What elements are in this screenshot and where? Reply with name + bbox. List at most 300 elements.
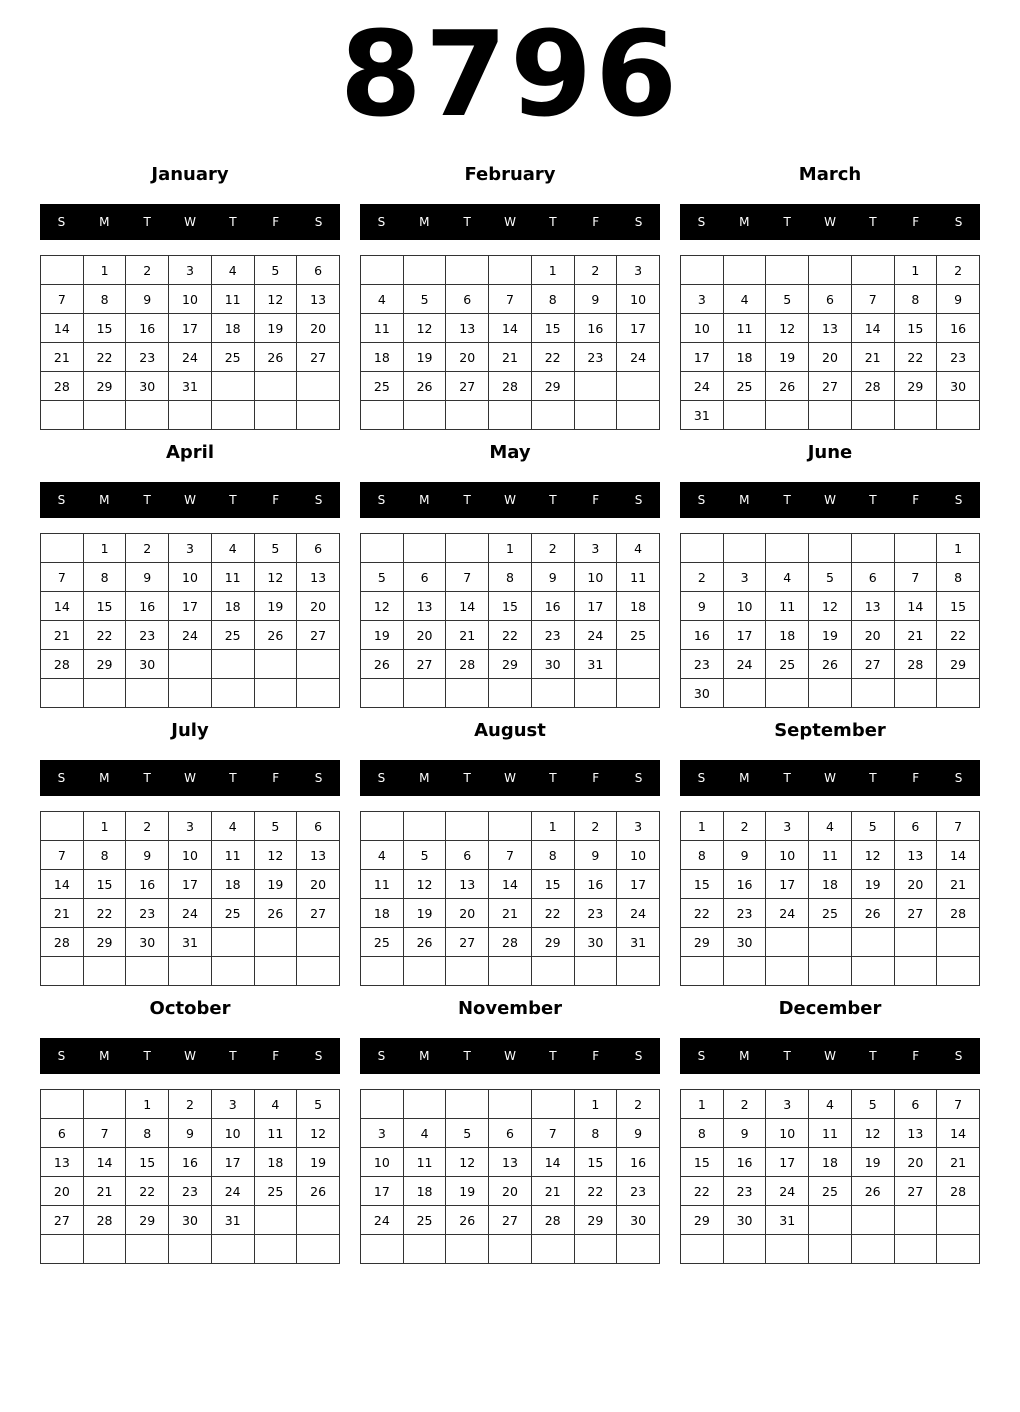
day-cell: 17: [361, 1177, 404, 1206]
day-cell: 21: [894, 621, 937, 650]
day-cell: 30: [681, 679, 724, 708]
day-cell: 16: [574, 870, 617, 899]
day-cell: 20: [809, 343, 852, 372]
day-cell: 22: [681, 1177, 724, 1206]
day-cell: 20: [41, 1177, 84, 1206]
day-cell: 4: [403, 1119, 446, 1148]
day-cell: 1: [681, 812, 724, 841]
day-cell: 21: [41, 343, 84, 372]
day-cell: 23: [937, 343, 980, 372]
day-cell: 10: [617, 841, 660, 870]
weekday-label: M: [739, 771, 750, 785]
day-cell: [254, 1206, 297, 1235]
day-cell: [254, 928, 297, 957]
day-cell: [809, 401, 852, 430]
day-cell: [254, 1235, 297, 1264]
weekday-label: F: [272, 493, 280, 507]
day-cell: 23: [723, 899, 766, 928]
day-cell: 19: [403, 899, 446, 928]
day-cell: 28: [41, 650, 84, 679]
weekday-label: M: [419, 771, 430, 785]
day-cell: [41, 1235, 84, 1264]
day-cell: 9: [723, 841, 766, 870]
day-cell: 7: [937, 1090, 980, 1119]
day-cell: 7: [937, 812, 980, 841]
weekday-label: T: [549, 771, 557, 785]
week-row: [361, 650, 660, 679]
day-cell: 1: [937, 534, 980, 563]
day-cell: 2: [126, 256, 169, 285]
day-cell: [41, 812, 84, 841]
day-cell: [297, 1206, 340, 1235]
weekday-label: S: [377, 493, 386, 507]
day-cell: 14: [531, 1148, 574, 1177]
day-grid: [680, 255, 980, 430]
day-cell: 23: [574, 899, 617, 928]
weekday-label: S: [634, 1049, 643, 1063]
day-cell: 1: [83, 534, 126, 563]
day-cell: 19: [254, 592, 297, 621]
day-cell: [851, 534, 894, 563]
week-row: [41, 841, 340, 870]
day-cell: 4: [809, 812, 852, 841]
day-cell: [297, 679, 340, 708]
day-cell: 24: [169, 343, 212, 372]
day-cell: 29: [937, 650, 980, 679]
weekday-label: F: [912, 771, 920, 785]
week-row: [681, 563, 980, 592]
day-cell: [211, 372, 254, 401]
day-cell: 25: [211, 621, 254, 650]
day-cell: 11: [403, 1148, 446, 1177]
day-cell: [169, 957, 212, 986]
weekday-label: W: [824, 771, 836, 785]
day-cell: 26: [809, 650, 852, 679]
month-title: October: [149, 998, 231, 1019]
weekday-label: S: [697, 1049, 706, 1063]
weekday-label: T: [229, 215, 237, 229]
day-cell: 7: [446, 563, 489, 592]
weekday-label: W: [504, 215, 516, 229]
day-cell: 2: [937, 256, 980, 285]
day-cell: [681, 534, 724, 563]
day-cell: 30: [126, 372, 169, 401]
week-row: [361, 592, 660, 621]
day-cell: 11: [766, 592, 809, 621]
day-cell: [126, 957, 169, 986]
day-cell: 1: [531, 812, 574, 841]
day-cell: 3: [617, 812, 660, 841]
weekday-label: W: [504, 493, 516, 507]
day-cell: 3: [574, 534, 617, 563]
day-cell: 29: [83, 650, 126, 679]
day-cell: 31: [211, 1206, 254, 1235]
day-cell: 27: [297, 621, 340, 650]
day-cell: [809, 534, 852, 563]
day-cell: 13: [41, 1148, 84, 1177]
day-cell: 24: [681, 372, 724, 401]
day-cell: 31: [766, 1206, 809, 1235]
day-cell: [254, 679, 297, 708]
day-cell: 17: [766, 870, 809, 899]
day-cell: 27: [851, 650, 894, 679]
day-cell: [531, 1090, 574, 1119]
day-cell: 12: [766, 314, 809, 343]
day-cell: 26: [851, 1177, 894, 1206]
day-cell: [403, 812, 446, 841]
day-cell: 18: [361, 899, 404, 928]
weekday-label: T: [549, 215, 557, 229]
day-cell: 3: [723, 563, 766, 592]
day-cell: 29: [681, 1206, 724, 1235]
week-row: [681, 928, 980, 957]
weekday-label: T: [463, 771, 471, 785]
day-cell: 1: [83, 256, 126, 285]
day-grid: [680, 811, 980, 986]
weekday-label: M: [739, 215, 750, 229]
day-cell: 10: [681, 314, 724, 343]
day-cell: 11: [809, 841, 852, 870]
weekday-header: [360, 760, 660, 796]
day-cell: 18: [809, 870, 852, 899]
day-cell: 2: [681, 563, 724, 592]
day-cell: 26: [254, 621, 297, 650]
day-cell: 9: [126, 841, 169, 870]
day-cell: [41, 256, 84, 285]
day-cell: 13: [809, 314, 852, 343]
day-cell: 31: [169, 372, 212, 401]
day-cell: 16: [723, 1148, 766, 1177]
day-cell: 23: [169, 1177, 212, 1206]
day-cell: 30: [937, 372, 980, 401]
day-cell: 16: [126, 870, 169, 899]
day-cell: 4: [809, 1090, 852, 1119]
day-cell: 18: [211, 314, 254, 343]
day-cell: [681, 957, 724, 986]
day-cell: [403, 1090, 446, 1119]
day-cell: 25: [723, 372, 766, 401]
month-title: November: [457, 998, 563, 1019]
weekday-header: [40, 1038, 340, 1074]
weekday-header: [680, 1038, 980, 1074]
day-cell: [766, 401, 809, 430]
day-cell: 8: [531, 285, 574, 314]
weekday-label: F: [592, 493, 600, 507]
day-cell: 21: [41, 899, 84, 928]
day-cell: 9: [617, 1119, 660, 1148]
weekday-label: S: [57, 215, 66, 229]
day-cell: [809, 1235, 852, 1264]
weekday-label: S: [697, 215, 706, 229]
day-cell: 16: [169, 1148, 212, 1177]
day-cell: 7: [41, 563, 84, 592]
day-cell: 7: [83, 1119, 126, 1148]
day-cell: 14: [937, 1119, 980, 1148]
day-cell: [489, 957, 532, 986]
day-cell: 1: [681, 1090, 724, 1119]
day-cell: 8: [531, 841, 574, 870]
day-cell: [894, 957, 937, 986]
day-cell: 10: [361, 1148, 404, 1177]
day-cell: [83, 1090, 126, 1119]
day-cell: [766, 957, 809, 986]
day-grid: [360, 533, 660, 708]
week-row: [681, 372, 980, 401]
day-cell: 3: [617, 256, 660, 285]
day-cell: [403, 1235, 446, 1264]
day-cell: [489, 679, 532, 708]
day-cell: 17: [574, 592, 617, 621]
day-cell: [617, 1235, 660, 1264]
day-cell: [297, 928, 340, 957]
day-cell: 1: [489, 534, 532, 563]
weekday-label: M: [99, 215, 110, 229]
day-cell: 18: [617, 592, 660, 621]
day-cell: 15: [937, 592, 980, 621]
day-cell: [297, 650, 340, 679]
day-cell: 8: [83, 563, 126, 592]
day-cell: 5: [446, 1119, 489, 1148]
day-cell: 28: [489, 928, 532, 957]
day-cell: [254, 372, 297, 401]
weekday-header: [40, 760, 340, 796]
day-cell: 5: [361, 563, 404, 592]
day-cell: 19: [297, 1148, 340, 1177]
weekday-label: S: [314, 215, 323, 229]
weekday-header: [680, 760, 980, 796]
day-cell: [851, 957, 894, 986]
day-cell: 8: [681, 841, 724, 870]
day-cell: [809, 1206, 852, 1235]
day-cell: 17: [723, 621, 766, 650]
day-cell: 9: [574, 841, 617, 870]
day-cell: 7: [489, 841, 532, 870]
day-cell: [361, 679, 404, 708]
week-row: [41, 401, 340, 430]
day-cell: [361, 1235, 404, 1264]
day-cell: 22: [937, 621, 980, 650]
weekday-label: M: [419, 1049, 430, 1063]
week-row: [361, 679, 660, 708]
day-cell: 28: [446, 650, 489, 679]
week-row: [41, 621, 340, 650]
day-cell: 8: [894, 285, 937, 314]
month-title: March: [798, 164, 862, 185]
day-cell: 20: [297, 870, 340, 899]
day-cell: [617, 957, 660, 986]
day-cell: [894, 534, 937, 563]
day-cell: [446, 401, 489, 430]
day-cell: 13: [297, 841, 340, 870]
day-cell: 28: [41, 372, 84, 401]
weekday-label: F: [272, 771, 280, 785]
day-cell: 14: [41, 314, 84, 343]
weekday-label: W: [824, 1049, 836, 1063]
day-cell: 16: [531, 592, 574, 621]
week-row: [41, 957, 340, 986]
day-cell: [41, 401, 84, 430]
day-cell: [403, 957, 446, 986]
day-cell: [766, 1235, 809, 1264]
day-cell: [574, 372, 617, 401]
day-cell: 16: [937, 314, 980, 343]
week-row: [681, 534, 980, 563]
day-cell: 9: [126, 285, 169, 314]
weekday-label: F: [912, 493, 920, 507]
day-cell: 22: [531, 899, 574, 928]
day-cell: 9: [937, 285, 980, 314]
week-row: [681, 592, 980, 621]
weekday-header: [40, 204, 340, 240]
day-cell: 4: [361, 841, 404, 870]
day-cell: 28: [851, 372, 894, 401]
weekday-header: [40, 482, 340, 518]
weekday-label: T: [229, 493, 237, 507]
day-cell: 8: [681, 1119, 724, 1148]
day-cell: 28: [41, 928, 84, 957]
day-cell: [41, 534, 84, 563]
weekday-label: T: [783, 215, 791, 229]
day-cell: 15: [83, 592, 126, 621]
day-cell: [254, 957, 297, 986]
day-cell: [574, 1235, 617, 1264]
week-row: [681, 314, 980, 343]
day-cell: [41, 1090, 84, 1119]
weekday-header: [360, 482, 660, 518]
week-row: [41, 899, 340, 928]
day-cell: [851, 1235, 894, 1264]
week-row: [681, 1206, 980, 1235]
day-cell: 20: [297, 314, 340, 343]
day-cell: 2: [574, 256, 617, 285]
weekday-label: W: [824, 215, 836, 229]
week-row: [361, 256, 660, 285]
day-cell: 26: [766, 372, 809, 401]
day-cell: 12: [851, 841, 894, 870]
week-row: [361, 372, 660, 401]
day-cell: 18: [361, 343, 404, 372]
day-cell: 3: [361, 1119, 404, 1148]
week-row: [41, 1119, 340, 1148]
day-cell: 22: [681, 899, 724, 928]
day-cell: [489, 812, 532, 841]
day-cell: 4: [723, 285, 766, 314]
day-cell: 27: [403, 650, 446, 679]
day-cell: [169, 650, 212, 679]
day-cell: [126, 401, 169, 430]
day-cell: 17: [617, 870, 660, 899]
day-cell: [766, 256, 809, 285]
weekday-label: W: [504, 771, 516, 785]
day-grid: [360, 1089, 660, 1264]
day-cell: 6: [809, 285, 852, 314]
week-row: [361, 1119, 660, 1148]
day-cell: [851, 928, 894, 957]
year-title: 8796: [339, 5, 681, 143]
weekday-label: M: [419, 215, 430, 229]
day-cell: 28: [937, 899, 980, 928]
day-cell: [531, 679, 574, 708]
day-cell: [574, 679, 617, 708]
day-cell: 5: [297, 1090, 340, 1119]
weekday-header: [360, 1038, 660, 1074]
day-cell: 26: [297, 1177, 340, 1206]
day-cell: [41, 957, 84, 986]
day-cell: 23: [126, 343, 169, 372]
day-cell: 12: [403, 314, 446, 343]
week-row: [361, 1090, 660, 1119]
weekday-label: T: [869, 1049, 877, 1063]
day-cell: [489, 1090, 532, 1119]
day-cell: 29: [83, 928, 126, 957]
day-cell: 24: [574, 621, 617, 650]
day-cell: 15: [489, 592, 532, 621]
weekday-label: S: [697, 493, 706, 507]
day-cell: 6: [489, 1119, 532, 1148]
weekday-label: T: [783, 493, 791, 507]
day-cell: 5: [403, 285, 446, 314]
day-cell: 17: [211, 1148, 254, 1177]
weekday-label: S: [954, 1049, 963, 1063]
day-cell: 5: [851, 1090, 894, 1119]
day-cell: 29: [574, 1206, 617, 1235]
day-cell: 26: [851, 899, 894, 928]
day-cell: 12: [297, 1119, 340, 1148]
day-cell: 21: [489, 899, 532, 928]
day-cell: 7: [41, 841, 84, 870]
day-cell: 12: [403, 870, 446, 899]
week-row: [361, 621, 660, 650]
day-cell: 8: [126, 1119, 169, 1148]
day-cell: 3: [169, 534, 212, 563]
day-cell: [361, 1090, 404, 1119]
day-cell: 19: [851, 1148, 894, 1177]
day-cell: 23: [723, 1177, 766, 1206]
day-cell: 3: [766, 812, 809, 841]
weekday-label: S: [634, 771, 643, 785]
day-cell: [211, 679, 254, 708]
day-cell: [766, 679, 809, 708]
day-cell: 18: [766, 621, 809, 650]
day-cell: 15: [126, 1148, 169, 1177]
day-cell: 9: [169, 1119, 212, 1148]
day-cell: 4: [254, 1090, 297, 1119]
day-cell: 11: [617, 563, 660, 592]
day-cell: 20: [851, 621, 894, 650]
weekday-label: M: [419, 493, 430, 507]
day-cell: 13: [446, 314, 489, 343]
day-cell: [489, 256, 532, 285]
weekday-label: F: [912, 1049, 920, 1063]
day-cell: 17: [681, 343, 724, 372]
day-cell: 27: [297, 343, 340, 372]
week-row: [681, 1148, 980, 1177]
day-cell: 15: [83, 870, 126, 899]
day-cell: 11: [254, 1119, 297, 1148]
day-cell: 20: [446, 899, 489, 928]
weekday-label: M: [99, 493, 110, 507]
day-cell: 29: [531, 928, 574, 957]
day-cell: 22: [83, 899, 126, 928]
day-cell: 5: [254, 256, 297, 285]
week-row: [681, 650, 980, 679]
day-cell: [937, 1206, 980, 1235]
day-cell: 8: [83, 841, 126, 870]
day-cell: 15: [83, 314, 126, 343]
weekday-label: S: [634, 493, 643, 507]
week-row: [361, 1235, 660, 1264]
weekday-label: W: [184, 771, 196, 785]
